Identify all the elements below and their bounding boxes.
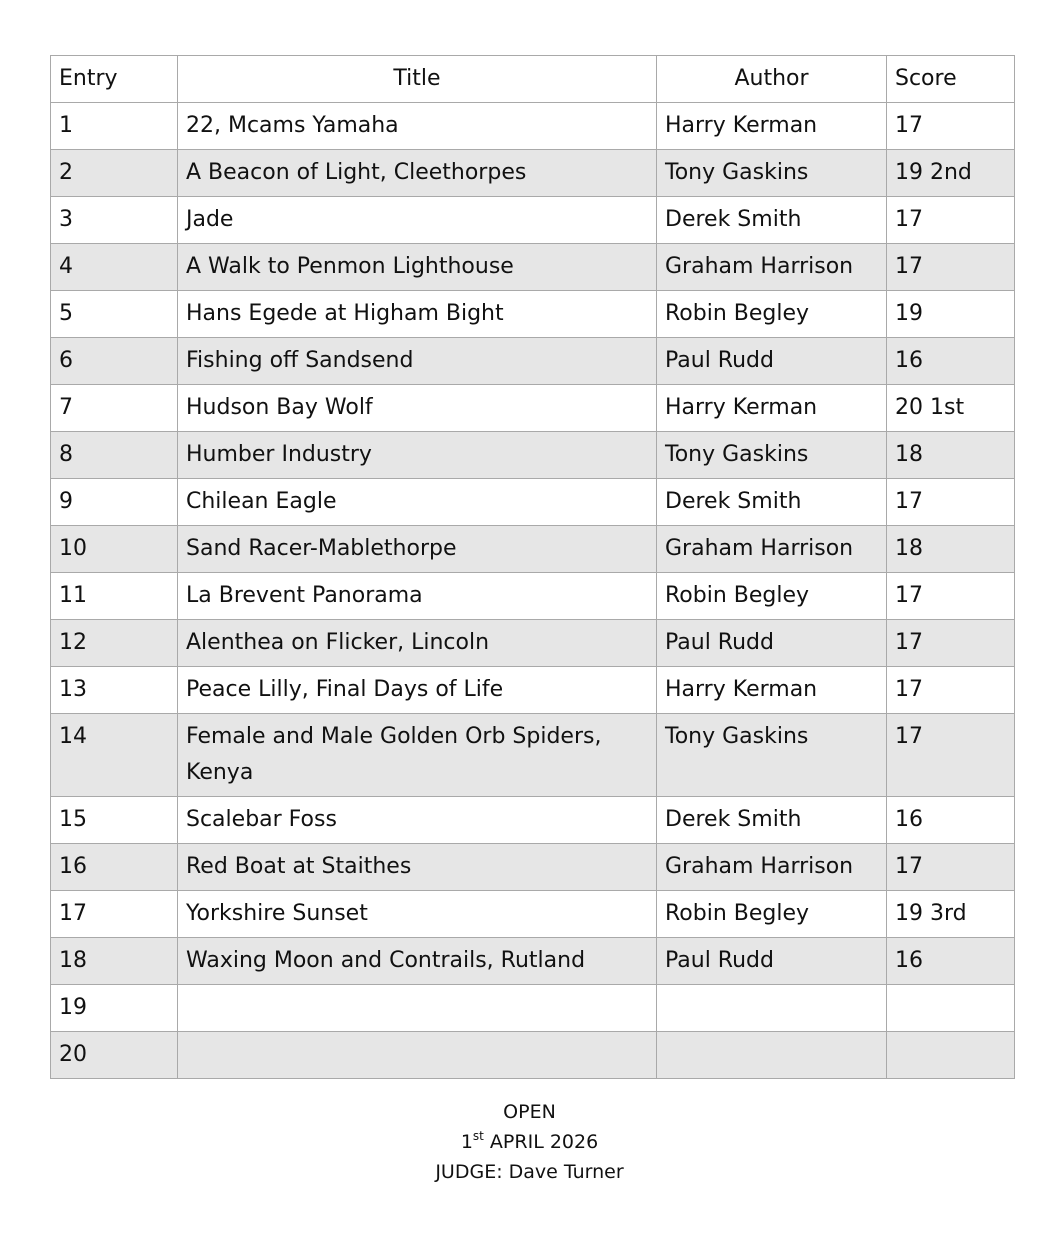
table-row (51, 150, 1015, 197)
cell-score: 16 (887, 938, 1015, 985)
header-row (51, 56, 1015, 103)
results-body (51, 103, 1015, 1079)
footer (0, 1097, 1059, 1187)
cell-title: Fishing off Sandsend (178, 338, 657, 385)
cell-title: Sand Racer-Mablethorpe (178, 526, 657, 573)
cell-entry: 8 (51, 432, 178, 479)
header-title: Title (178, 56, 657, 103)
cell-entry: 1 (51, 103, 178, 150)
competition-date (0, 1127, 1059, 1157)
header-score: Score (887, 56, 1015, 103)
cell-entry: 2 (51, 150, 178, 197)
cell-score: 16 (887, 338, 1015, 385)
cell-author: Paul Rudd (657, 620, 887, 667)
cell-entry: 11 (51, 573, 178, 620)
cell-title (178, 985, 657, 1032)
cell-title: Peace Lilly, Final Days of Life (178, 667, 657, 714)
cell-author: Paul Rudd (657, 938, 887, 985)
cell-entry: 3 (51, 197, 178, 244)
table-row (51, 338, 1015, 385)
cell-title: Humber Industry (178, 432, 657, 479)
cell-title: La Brevent Panorama (178, 573, 657, 620)
cell-entry: 18 (51, 938, 178, 985)
cell-author: Graham Harrison (657, 526, 887, 573)
table-row (51, 526, 1015, 573)
cell-author: Robin Begley (657, 291, 887, 338)
date-rest: APRIL 2026 (483, 1131, 599, 1153)
cell-title: Yorkshire Sunset (178, 891, 657, 938)
cell-author: Derek Smith (657, 479, 887, 526)
cell-score: 19 3rd (887, 891, 1015, 938)
cell-entry: 7 (51, 385, 178, 432)
table-row (51, 714, 1015, 797)
table-row (51, 1032, 1015, 1079)
table-row (51, 985, 1015, 1032)
date-suffix: st (472, 1129, 484, 1143)
cell-score: 17 (887, 714, 1015, 797)
cell-score (887, 1032, 1015, 1079)
category-label: OPEN (503, 1101, 556, 1123)
cell-entry: 4 (51, 244, 178, 291)
cell-author: Paul Rudd (657, 338, 887, 385)
cell-score: 17 (887, 573, 1015, 620)
cell-entry: 13 (51, 667, 178, 714)
cell-entry: 15 (51, 797, 178, 844)
table-row (51, 844, 1015, 891)
cell-author (657, 1032, 887, 1079)
cell-author: Tony Gaskins (657, 432, 887, 479)
cell-entry: 5 (51, 291, 178, 338)
cell-score: 17 (887, 844, 1015, 891)
cell-score: 17 (887, 479, 1015, 526)
cell-author: Harry Kerman (657, 385, 887, 432)
cell-score: 17 (887, 244, 1015, 291)
cell-entry: 10 (51, 526, 178, 573)
cell-entry: 16 (51, 844, 178, 891)
table-row (51, 244, 1015, 291)
cell-title: Waxing Moon and Contrails, Rutland (178, 938, 657, 985)
judge-label: JUDGE: Dave Turner (435, 1161, 624, 1183)
table-row (51, 479, 1015, 526)
cell-title: A Beacon of Light, Cleethorpes (178, 150, 657, 197)
cell-score: 17 (887, 667, 1015, 714)
cell-author: Tony Gaskins (657, 150, 887, 197)
cell-title: Chilean Eagle (178, 479, 657, 526)
cell-score: 17 (887, 103, 1015, 150)
date-day: 1 (460, 1131, 473, 1153)
cell-title: Hudson Bay Wolf (178, 385, 657, 432)
cell-score: 18 (887, 526, 1015, 573)
table-row (51, 667, 1015, 714)
cell-score: 19 2nd (887, 150, 1015, 197)
table-row (51, 573, 1015, 620)
cell-title: 22, Mcams Yamaha (178, 103, 657, 150)
table-row (51, 432, 1015, 479)
cell-title: Female and Male Golden Orb Spiders, Kenya (178, 714, 657, 797)
cell-title: Hans Egede at Higham Bight (178, 291, 657, 338)
cell-author: Derek Smith (657, 197, 887, 244)
cell-entry: 20 (51, 1032, 178, 1079)
header-author: Author (657, 56, 887, 103)
cell-title (178, 1032, 657, 1079)
cell-title: Scalebar Foss (178, 797, 657, 844)
table-row (51, 103, 1015, 150)
cell-author (657, 985, 887, 1032)
table-row (51, 385, 1015, 432)
cell-title: A Walk to Penmon Lighthouse (178, 244, 657, 291)
cell-title: Alenthea on Flicker, Lincoln (178, 620, 657, 667)
results-table (50, 55, 1015, 1079)
cell-author: Harry Kerman (657, 667, 887, 714)
cell-score: 19 (887, 291, 1015, 338)
cell-author: Harry Kerman (657, 103, 887, 150)
table-row (51, 197, 1015, 244)
cell-score (887, 985, 1015, 1032)
cell-title: Red Boat at Staithes (178, 844, 657, 891)
cell-score: 20 1st (887, 385, 1015, 432)
cell-title: Jade (178, 197, 657, 244)
table-row (51, 620, 1015, 667)
table-row (51, 291, 1015, 338)
cell-score: 18 (887, 432, 1015, 479)
cell-entry: 9 (51, 479, 178, 526)
cell-author: Graham Harrison (657, 244, 887, 291)
cell-author: Robin Begley (657, 891, 887, 938)
cell-entry: 14 (51, 714, 178, 797)
table-row (51, 891, 1015, 938)
cell-author: Tony Gaskins (657, 714, 887, 797)
cell-entry: 17 (51, 891, 178, 938)
cell-entry: 12 (51, 620, 178, 667)
cell-entry: 19 (51, 985, 178, 1032)
cell-author: Robin Begley (657, 573, 887, 620)
table-row (51, 797, 1015, 844)
cell-author: Derek Smith (657, 797, 887, 844)
header-entry: Entry (51, 56, 178, 103)
cell-score: 17 (887, 620, 1015, 667)
cell-author: Graham Harrison (657, 844, 887, 891)
table-row (51, 938, 1015, 985)
cell-score: 16 (887, 797, 1015, 844)
cell-score: 17 (887, 197, 1015, 244)
cell-entry: 6 (51, 338, 178, 385)
